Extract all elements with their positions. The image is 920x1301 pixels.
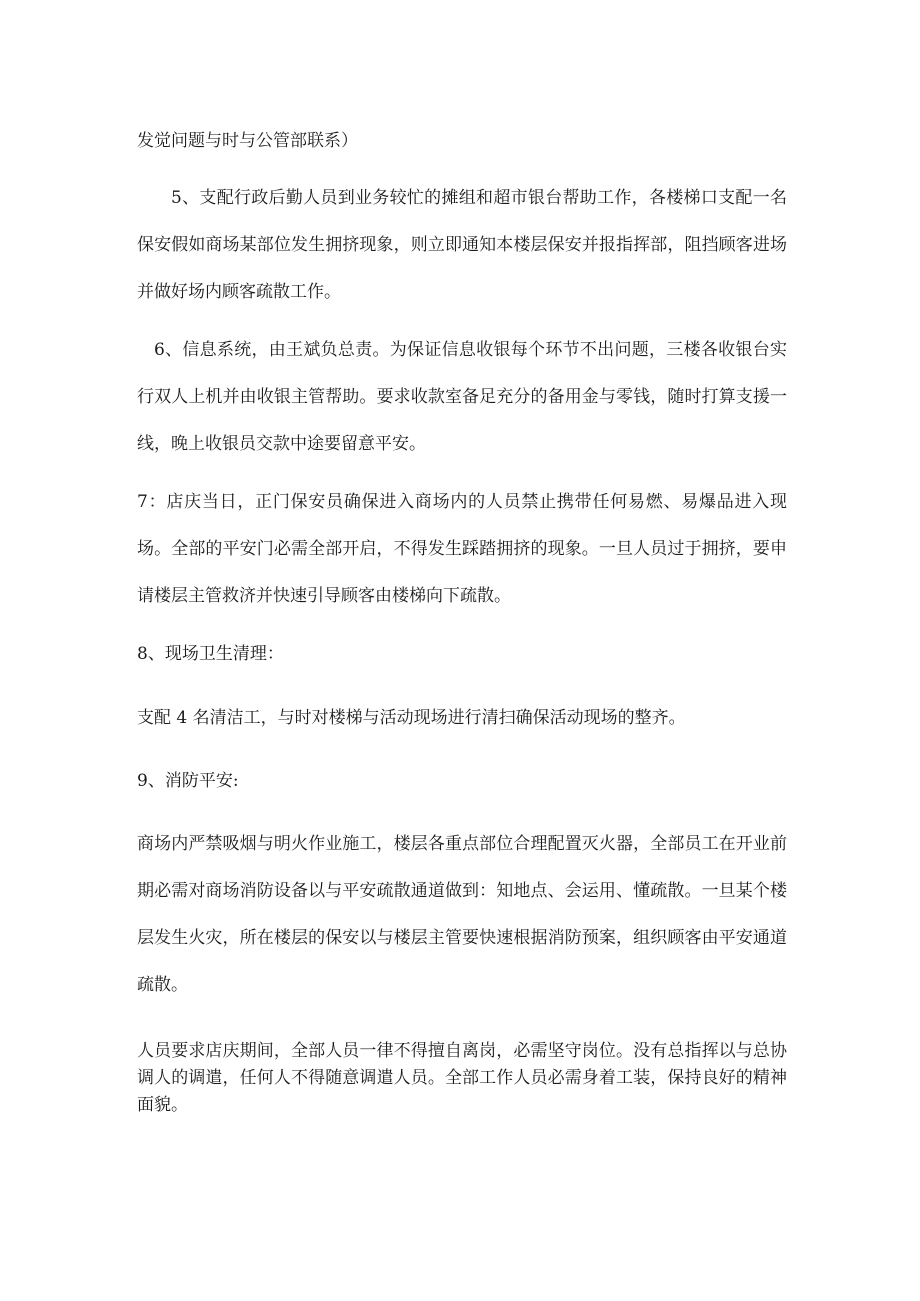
paragraph-fire-safety: 商场内严禁吸烟与明火作业施工，楼层各重点部位合理配置灭火器，全部员工在开业前期必需对商场消防设备以与平安疏散通道做到：知地点、会运用、懂疏散。一旦某个楼层发生火灾，所在楼层的保安以与楼层主管要快速根据消防预案，组织顾客由平安通道疏散。 [137, 834, 787, 995]
paragraph-item-7: 7：店庆当日，正门保安员确保进入商场内的人员禁止携带任何易燃、易爆品进入现场。全部的平安门必需全部开启，不得发生踩踏拥挤的现象。一旦人员过于拥挤，要申请楼层主管救济并快速引导顾客由楼梯向下疏散。 [137, 492, 787, 606]
paragraph-staff-requirements: 人员要求店庆期间，全部人员一律不得擅自离岗，必需坚守岗位。没有总指挥以与总协调人的调遣，任何人不得随意调遣人员。全部工作人员必需身着工装，保持良好的精神面貌。 [137, 1041, 787, 1115]
paragraph-continuation: 发觉问题与时与公管部联系） [137, 131, 358, 151]
heading-item-9: 9、消防平安: [137, 771, 239, 791]
paragraph-cleaning: 支配 4 名清洁工，与时对楼梯与活动现场进行清扫确保活动现场的整齐。 [137, 708, 686, 728]
paragraph-item-5: 5、支配行政后勤人员到业务较忙的摊组和超市银台帮助工作，各楼梯口支配一名保安假如商场某部位发生拥挤现象，则立即通知本楼层保安并报指挥部，阻挡顾客进场并做好场内顾客疏散工作。 [137, 188, 787, 302]
heading-item-8: 8、现场卫生清理： [137, 644, 284, 664]
paragraph-item-6: 6、信息系统，由王斌负总责。为保证信息收银每个环节不出问题，三楼各收银台实行双人上机并由收银主管帮助。要求收款室备足充分的备用金与零钱，随时打算支援一线，晚上收银员交款中途要留意平安。 [137, 340, 787, 454]
